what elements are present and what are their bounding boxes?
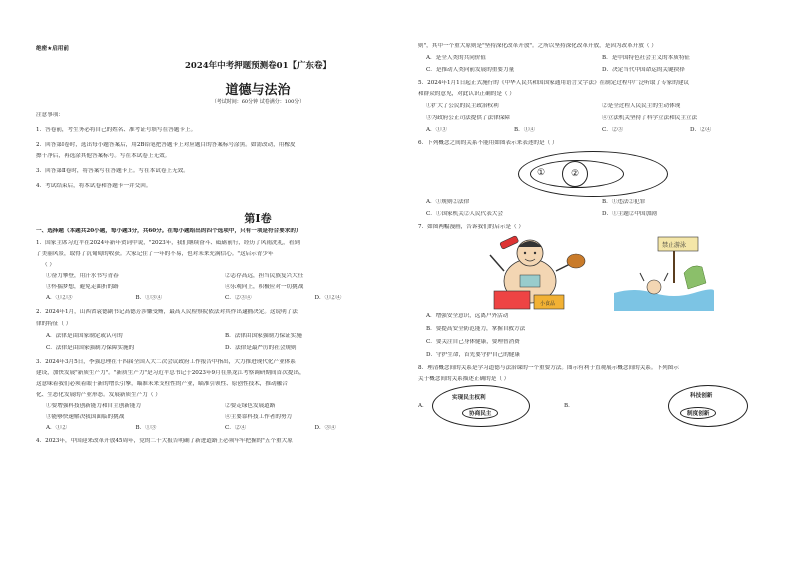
question-1 <box>36 240 404 302</box>
question-6 <box>418 140 778 218</box>
option-item: C．①国家机关②人民代表大会 <box>426 211 503 217</box>
warning-sign: 禁止游泳 <box>662 242 687 249</box>
circle-label-2: ② <box>562 161 588 187</box>
option-row <box>36 403 404 410</box>
cartoon-images <box>418 231 778 313</box>
venn-diagram <box>418 147 778 199</box>
option-a-outer-text: 实现民主权利 <box>452 395 486 401</box>
option-row <box>36 333 404 340</box>
option-item: ②志存高远，担当民族复兴大任 <box>225 273 304 279</box>
question-text: 4．2023年，中国迎来改革开放45周年，党的二十大报告明确了新进道路上必须牢牢把握的"五个重大原 <box>36 438 293 444</box>
option-item: ①扩大了公民的民主政治权利 <box>426 103 499 109</box>
question-text: 3．2024年3月5日，李强总理在十四届全国人大二次会议政府工作报告中指出，大力推进现代化产业体系 <box>36 359 296 365</box>
choice-c: C．②④ <box>225 425 247 431</box>
bag-label: 小食品 <box>540 301 556 307</box>
option-item: ①要增强科技创新能力和自主创新能力 <box>46 403 142 409</box>
option-item: A．法律是由国家制定或认可的 <box>46 333 123 339</box>
option-item: ②是全过程人民民主的生动体现 <box>602 103 681 109</box>
question-text: 6．下列概念之间的关系不能用如图表示来表述的是（ ） <box>418 140 558 146</box>
volume-title: 第Ⅰ卷 <box>244 212 272 225</box>
concept-diagrams <box>418 383 778 429</box>
question-text: 这意味着我们必须着眼于新的增长引擎，瞄准未来支柱性的产业，瞄准引领性、原创性技术，推动融合 <box>36 381 288 387</box>
choice-d: D．②④ <box>690 127 712 133</box>
choice-a: A．①③ <box>426 127 447 133</box>
notes-line: 3．回答第Ⅱ卷时，将答案写在答题卡上。写在本试卷上无效。 <box>36 168 189 174</box>
option-item: B．法律由国家强制力保证实施 <box>225 333 302 339</box>
choice-row <box>36 295 404 302</box>
option-item: C．法律是由国家强制力保障实施的 <box>46 345 135 351</box>
question-text: 了美丽风景，取得了沉甸甸的收获。大家记住了一年的不易，也对未来充满信心。"这启示青少年 <box>36 251 274 257</box>
choice-c: C．②③ <box>602 127 624 133</box>
question-text: 和群众的意见，对此认识正确的是（ ） <box>418 91 515 97</box>
question-text: 7．如图两幅漫画，告诉我们的启示是（ ） <box>418 224 525 230</box>
option-row <box>418 211 778 218</box>
choice-c: C．②③④ <box>225 295 252 301</box>
circle-label-1: ① <box>536 168 546 178</box>
question-4 <box>36 438 404 445</box>
option-row <box>418 103 778 110</box>
subject-title: 道德与法治 <box>225 83 291 98</box>
option-row <box>418 67 778 74</box>
option-item: ④立法机关坚持了科学立法和民主立法 <box>602 115 698 121</box>
option-item: A．①规则②法律 <box>426 199 470 205</box>
option-row <box>418 199 778 206</box>
choice-row <box>418 127 778 134</box>
option-item: B．要提高安全防范能力，掌握自救方法 <box>426 326 526 332</box>
choice-row <box>36 425 404 432</box>
notes-heading: 注意事项： <box>36 112 64 118</box>
option-item: D．守护生命，首先要守护自己的健康 <box>426 352 520 358</box>
option-item: C．是推动人类向前发展的重要力量 <box>426 67 515 73</box>
option-item: ①奋力攀登，用汗水书写青春 <box>46 273 119 279</box>
cartoon-snack-eater-icon <box>480 233 592 311</box>
option-row <box>36 284 404 291</box>
option-item: ④乐观向上，积极应对一切挑战 <box>225 284 304 290</box>
option-item: ③怀揣梦想，避免走曲折的路 <box>46 284 119 290</box>
notes-line: 4．考试结束后，将本试卷和答题卡一并交回。 <box>36 183 152 189</box>
option-item: A．是全人类的共同价值 <box>426 55 486 61</box>
questions-left <box>36 228 404 445</box>
option-item: ②要走绿色发展道路 <box>225 403 276 409</box>
choice-b: B．①④ <box>514 127 535 133</box>
option-item: D．①主题②中国加剧 <box>602 211 657 217</box>
questions-right <box>418 43 778 429</box>
question-7 <box>418 224 778 359</box>
choice-a: A．①② <box>46 425 67 431</box>
option-row <box>418 55 778 62</box>
option-item: ③能够快速解决我国面临的挑战 <box>46 414 125 420</box>
option-item: B．是中国特色社会主义的本质特征 <box>602 55 691 61</box>
option-a-outer-ellipse <box>432 385 530 427</box>
question-4-continued <box>418 43 778 74</box>
option-a-inner-text: 协商民主 <box>462 407 498 419</box>
option-item: ③为政府公正司法提供了法律保障 <box>426 115 510 121</box>
question-text: 化、生态化发展的产业形态。发展新质生产力（ ） <box>36 392 161 398</box>
option-row <box>36 414 404 421</box>
option-item: ④主要靠科技工作者的努力 <box>225 414 293 420</box>
question-2 <box>36 309 404 352</box>
answer-blank: （ ） <box>42 262 55 268</box>
choice-d: D．①②④ <box>314 295 342 301</box>
question-text: 1．国家主席习近平在2024年新年贺词中说，"2023年，我们继续奋斗、砥砺前行，经历了风雨洗礼，看到 <box>36 240 300 246</box>
option-item: B．①违法②犯罪 <box>602 199 646 205</box>
question-8 <box>418 365 778 429</box>
question-text: 5．2024年1月1日起正式施行的《中华人民共和国国家通用语言文字法》在制定过程中广泛听取了专家的建议 <box>418 80 690 86</box>
notes-line: 2．回答第Ⅰ卷时，选出每小题答案后，用2B铅笔把答题卡上对应题目的答案标号涂黑。如需改动，用橡皮 <box>36 142 296 148</box>
option-a-label: A． <box>418 403 428 409</box>
option-b-outer-text: 科技创新 <box>690 393 713 399</box>
option-b-label: B． <box>564 403 574 409</box>
cartoon-drowning-child-icon <box>614 233 714 311</box>
secret-label: 绝密★启用前 <box>36 46 69 52</box>
choice-d: D．③④ <box>314 425 336 431</box>
option-item: D．法律是最严厉的社会规则 <box>225 345 297 351</box>
question-5 <box>418 80 778 134</box>
option-item: D．决定当代中国命运的关键抉择 <box>602 67 685 73</box>
exam-info: （考试时间：60分钟 试卷满分：100分） <box>211 99 305 105</box>
choice-a: A．①②③ <box>46 295 73 301</box>
question-text: 建设，加快发展"新质生产力"。"新质生产力"是习近平总书记于2023年9月在黑龙江考察调研期间首次提出， <box>36 370 305 376</box>
option-b-inner-text: 制度创新 <box>680 407 716 419</box>
question-3 <box>36 359 404 432</box>
question-text: 律的特征（ ） <box>36 321 72 327</box>
question-text: 则"，其中一个重大原则是"坚持深化改革开放"。之所以坚持深化改革开放，是因为改革开放（ ） <box>418 43 657 49</box>
exam-title: 2024年中考押题预测卷01【广东卷】 <box>185 61 331 71</box>
question-text: 关于概念间的关系描述正确的是（ ） <box>418 376 510 382</box>
question-text: 8．理清概念间的关系是学习道德与法治课的一个重要方法。图示有利于直观展示概念间的关系。下列图示 <box>418 365 679 371</box>
option-row <box>36 273 404 280</box>
option-item: C．要关注自己身体健康，要理智消费 <box>426 339 520 345</box>
question-text: 2．2024年1月，山西省袁德副书记高德芳涉嫌受贿，最高人民检察院依法对其作出逮捕决定。这说明了法 <box>36 309 298 315</box>
option-row <box>36 345 404 352</box>
section-intro: 一、选择题（本题共20小题，每小题3分，共60分。在每小题给出的四个选项中，只有一项是符合要求的） <box>36 228 302 234</box>
choice-b: B．①③④ <box>135 295 162 301</box>
notes-line: 1．答卷前，考生务必将自己的姓名、准考证号填写在答题卡上。 <box>36 127 197 133</box>
option-row <box>418 115 778 122</box>
option-item: A．增强安全意识，远离户外活动 <box>426 313 509 319</box>
choice-b: B．①③ <box>135 425 157 431</box>
notes-line: 擦干净后，再选涂其他答案标号。写在本试卷上无效。 <box>36 153 171 159</box>
notes-block <box>36 112 404 190</box>
